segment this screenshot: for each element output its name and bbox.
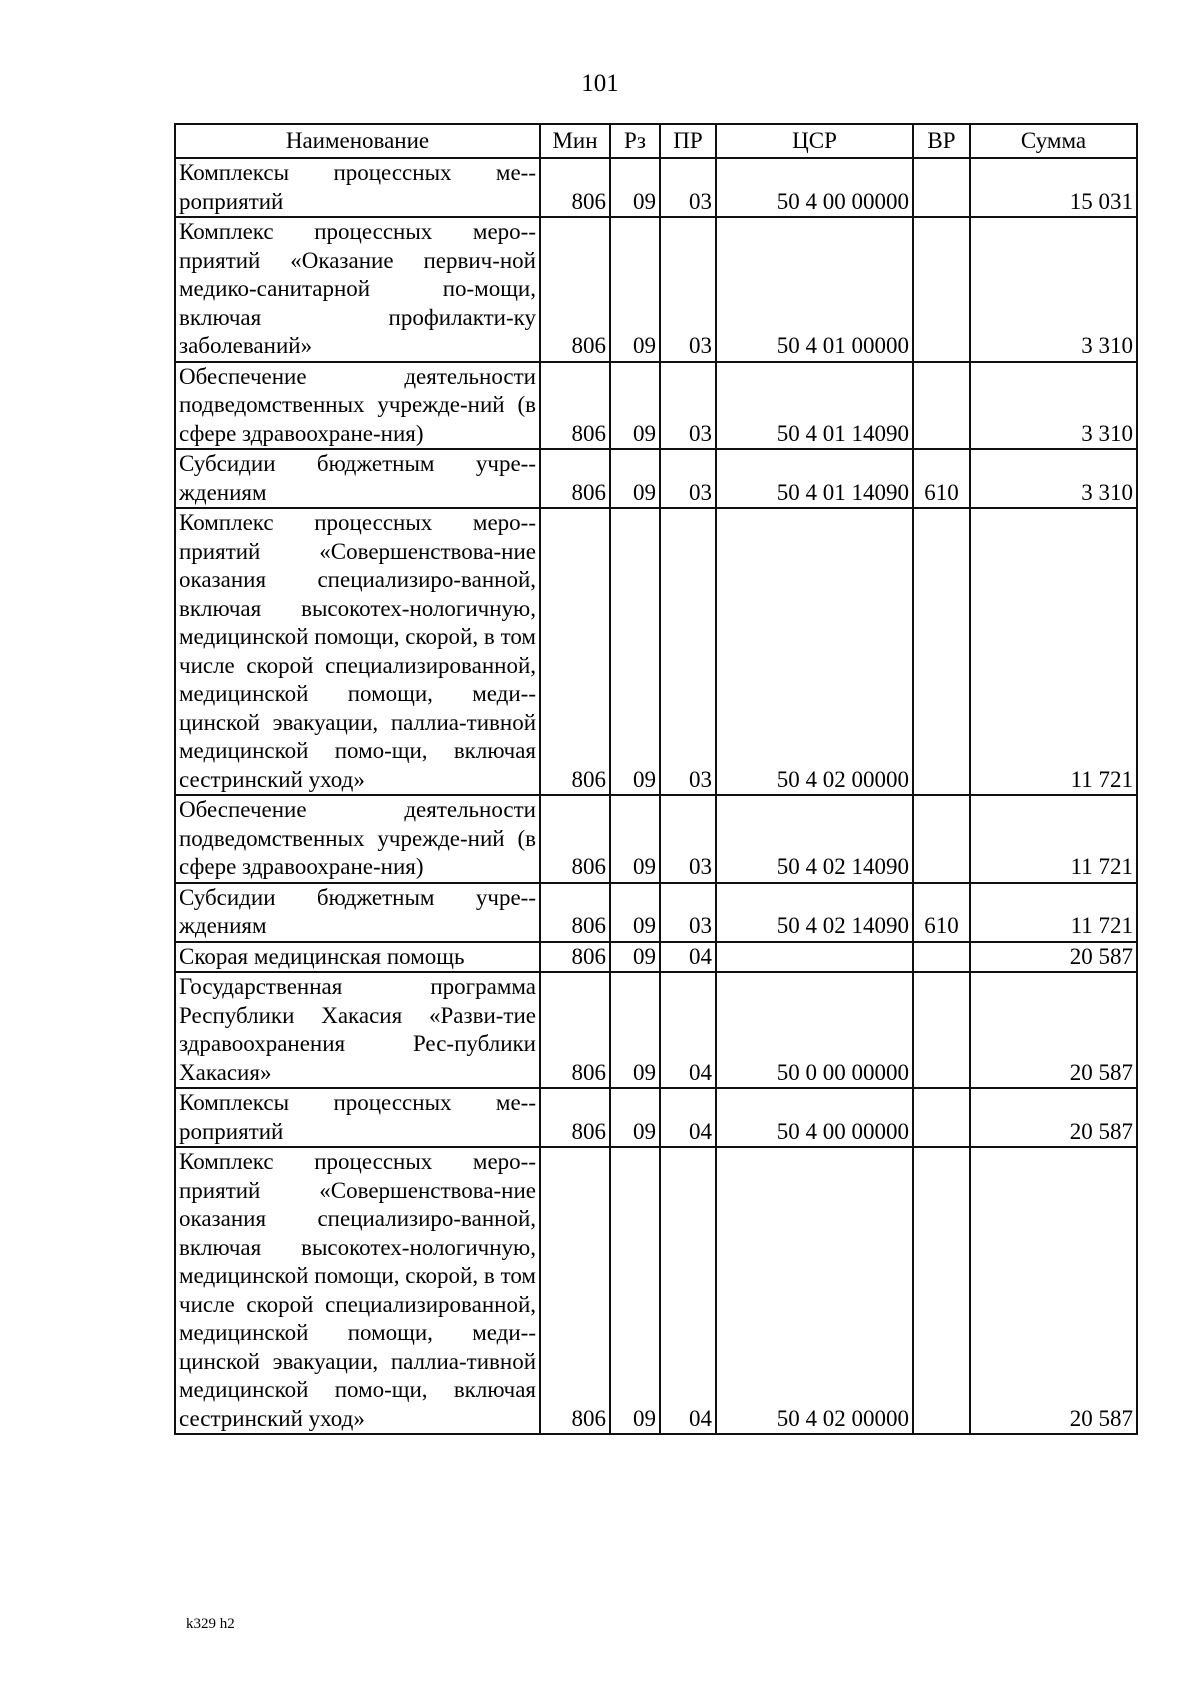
cell-pr: 04 <box>660 942 716 973</box>
cell-csr: 50 4 02 00000 <box>716 1147 913 1434</box>
table-row <box>175 217 1137 362</box>
cell-csr: 50 0 00 00000 <box>716 972 913 1088</box>
cell-csr: 50 4 01 00000 <box>716 217 913 362</box>
cell-sum: 20 587 <box>970 942 1137 973</box>
cell-rz: 09 <box>610 217 660 362</box>
cell-pr: 03 <box>660 449 716 508</box>
cell-sum: 3 310 <box>970 449 1137 508</box>
cell-name: Субсидии бюджетным учре-ждениям <box>175 883 540 942</box>
header-pr: ПР <box>660 124 716 158</box>
cell-name: Обеспечение деятельности подведомственных учрежде-ний (в сфере здравоохране-ния) <box>175 362 540 450</box>
cell-sum: 20 587 <box>970 1088 1137 1147</box>
cell-vr: 610 <box>913 883 970 942</box>
cell-sum: 3 310 <box>970 217 1137 362</box>
cell-csr: 50 4 02 14090 <box>716 795 913 883</box>
cell-min: 806 <box>540 1147 610 1434</box>
cell-name: Обеспечение деятельности подведомственных учрежде-ний (в сфере здравоохране-ния) <box>175 795 540 883</box>
cell-csr: 50 4 00 00000 <box>716 158 913 217</box>
page-number: 101 <box>581 70 619 97</box>
budget-table <box>174 123 1138 1435</box>
cell-name: Комплекс процессных меро-приятий «Оказание первич-ной медико-санитарной по-мощи, включая профилакти-ку заболеваний» <box>175 217 540 362</box>
cell-rz: 09 <box>610 942 660 973</box>
table-header-row <box>175 124 1137 158</box>
table-row <box>175 972 1137 1088</box>
cell-pr: 03 <box>660 362 716 450</box>
cell-rz: 09 <box>610 1147 660 1434</box>
cell-sum: 11 721 <box>970 795 1137 883</box>
cell-name: Комплекс процессных меро-приятий «Совершенствова-ние оказания специализиро-ванной, включая высокотех-нологичную, медицинской помощи, скорой, в том числе скорой специализированной, медицинской помощи, меди-цинской эвакуации, паллиа-тивной медицинской помо-щи, включая сестринский уход» <box>175 1147 540 1434</box>
cell-vr <box>913 795 970 883</box>
cell-vr: 610 <box>913 449 970 508</box>
cell-name: Комплексы процессных ме-роприятий <box>175 158 540 217</box>
cell-vr <box>913 1147 970 1434</box>
cell-sum: 20 587 <box>970 1147 1137 1434</box>
cell-min: 806 <box>540 942 610 973</box>
cell-rz: 09 <box>610 972 660 1088</box>
cell-min: 806 <box>540 972 610 1088</box>
cell-sum: 15 031 <box>970 158 1137 217</box>
header-rz: Рз <box>610 124 660 158</box>
cell-sum: 11 721 <box>970 508 1137 795</box>
cell-min: 806 <box>540 217 610 362</box>
cell-rz: 09 <box>610 795 660 883</box>
cell-pr: 03 <box>660 795 716 883</box>
table-row <box>175 158 1137 217</box>
cell-pr: 03 <box>660 158 716 217</box>
cell-csr <box>716 942 913 973</box>
table-row <box>175 449 1137 508</box>
cell-pr: 03 <box>660 217 716 362</box>
cell-csr: 50 4 01 14090 <box>716 362 913 450</box>
cell-min: 806 <box>540 508 610 795</box>
cell-csr: 50 4 01 14090 <box>716 449 913 508</box>
table-row <box>175 508 1137 795</box>
table-row <box>175 883 1137 942</box>
cell-sum: 20 587 <box>970 972 1137 1088</box>
cell-pr: 04 <box>660 1147 716 1434</box>
cell-pr: 03 <box>660 883 716 942</box>
cell-sum: 11 721 <box>970 883 1137 942</box>
header-sum: Сумма <box>970 124 1137 158</box>
footer-code: k329 h2 <box>186 1616 235 1632</box>
cell-vr <box>913 972 970 1088</box>
cell-vr <box>913 217 970 362</box>
table-row <box>175 362 1137 450</box>
cell-name: Комплексы процессных ме-роприятий <box>175 1088 540 1147</box>
cell-name: Государственная программа Республики Хакасия «Разви-тие здравоохранения Рес-публики Хакасия» <box>175 972 540 1088</box>
cell-rz: 09 <box>610 449 660 508</box>
cell-csr: 50 4 02 00000 <box>716 508 913 795</box>
cell-vr <box>913 158 970 217</box>
table-row <box>175 942 1137 973</box>
cell-name: Комплекс процессных меро-приятий «Совершенствова-ние оказания специализиро-ванной, включая высокотех-нологичную, медицинской помощи, скорой, в том числе скорой специализированной, медицинской помощи, меди-цинской эвакуации, паллиа-тивной медицинской помо-щи, включая сестринский уход» <box>175 508 540 795</box>
table-body <box>175 158 1137 1434</box>
cell-pr: 04 <box>660 1088 716 1147</box>
header-csr: ЦСР <box>716 124 913 158</box>
cell-rz: 09 <box>610 362 660 450</box>
header-name: Наименование <box>175 124 540 158</box>
header-min: Мин <box>540 124 610 158</box>
cell-rz: 09 <box>610 883 660 942</box>
cell-name: Субсидии бюджетным учре-ждениям <box>175 449 540 508</box>
cell-min: 806 <box>540 158 610 217</box>
cell-min: 806 <box>540 449 610 508</box>
cell-rz: 09 <box>610 508 660 795</box>
cell-sum: 3 310 <box>970 362 1137 450</box>
cell-rz: 09 <box>610 1088 660 1147</box>
cell-name: Скорая медицинская помощь <box>175 942 540 973</box>
cell-min: 806 <box>540 883 610 942</box>
cell-vr <box>913 508 970 795</box>
cell-csr: 50 4 00 00000 <box>716 1088 913 1147</box>
table-row <box>175 1088 1137 1147</box>
table-row <box>175 795 1137 883</box>
cell-min: 806 <box>540 1088 610 1147</box>
cell-vr <box>913 362 970 450</box>
table-row <box>175 1147 1137 1434</box>
cell-min: 806 <box>540 362 610 450</box>
cell-pr: 03 <box>660 508 716 795</box>
cell-vr <box>913 942 970 973</box>
cell-min: 806 <box>540 795 610 883</box>
header-vr: ВР <box>913 124 970 158</box>
cell-pr: 04 <box>660 972 716 1088</box>
cell-vr <box>913 1088 970 1147</box>
cell-rz: 09 <box>610 158 660 217</box>
cell-csr: 50 4 02 14090 <box>716 883 913 942</box>
